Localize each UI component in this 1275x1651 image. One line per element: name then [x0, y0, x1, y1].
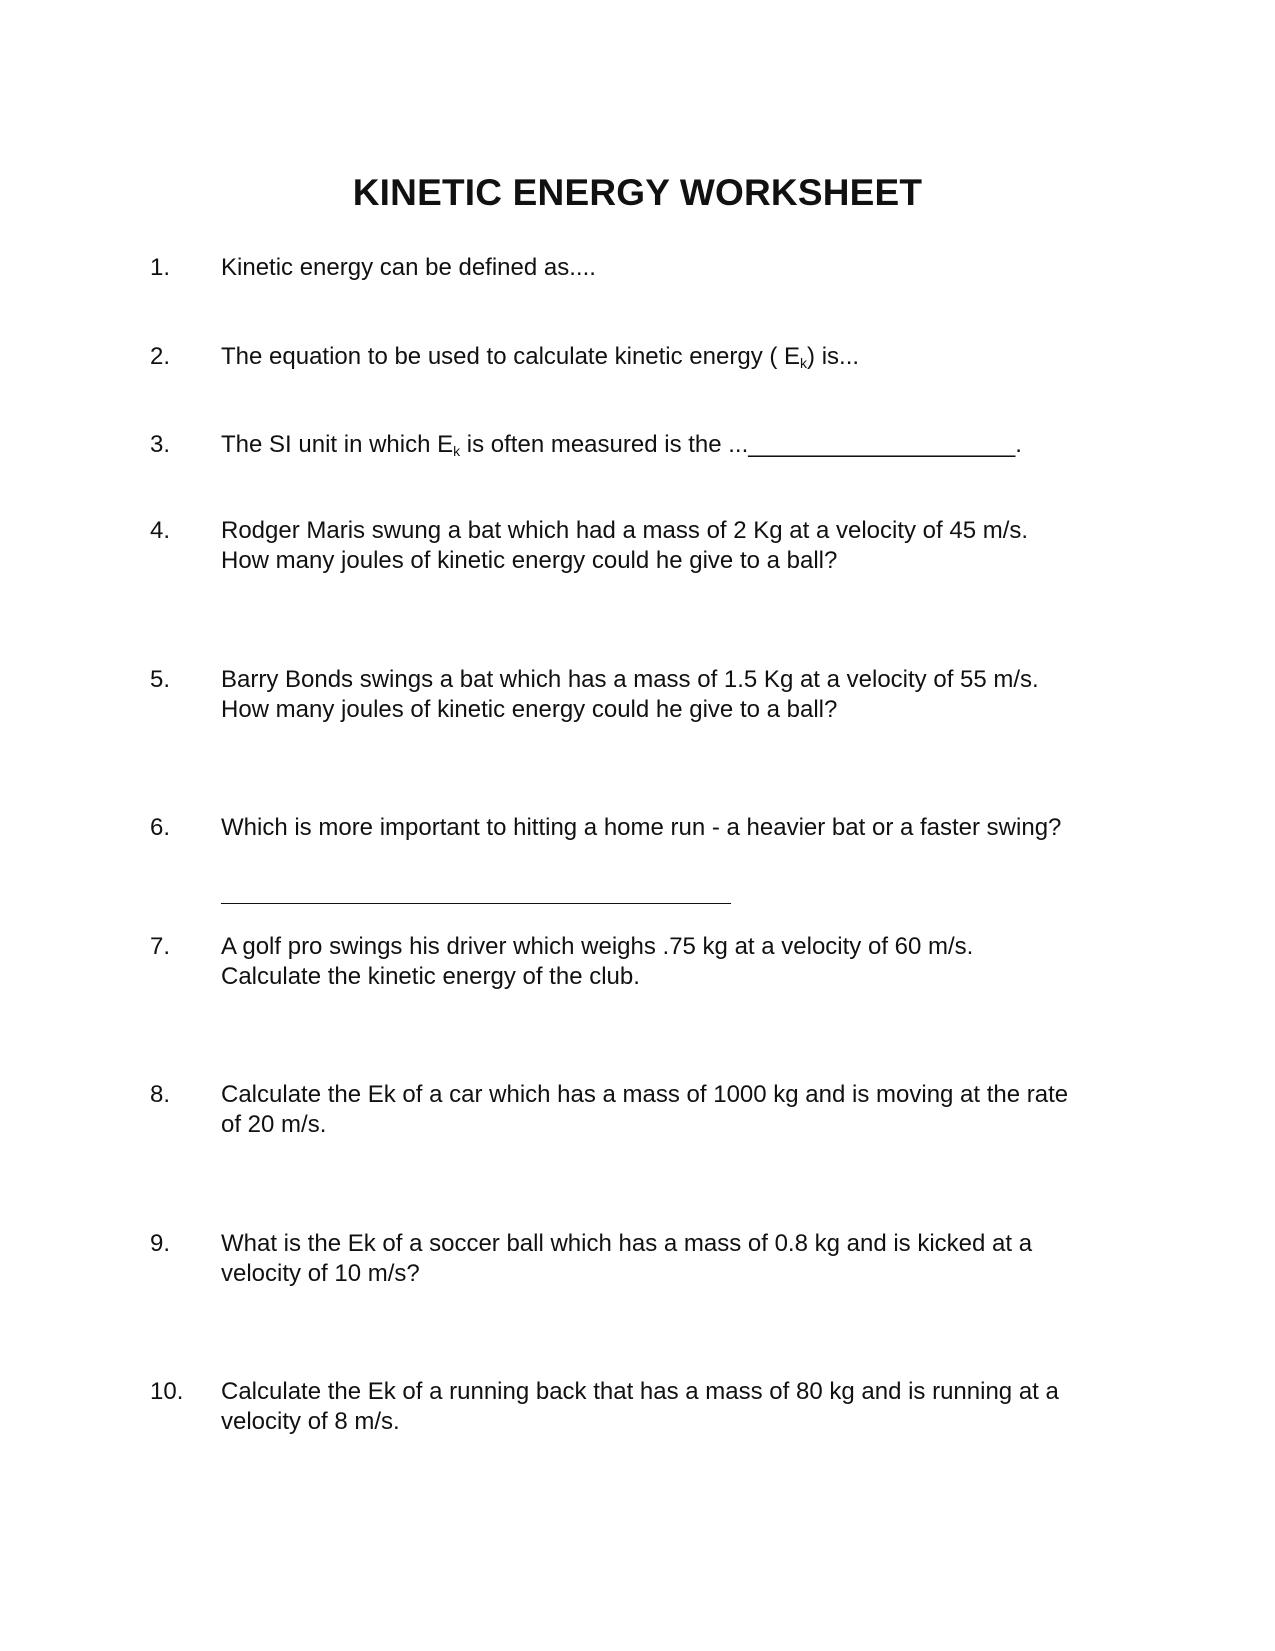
question-line: How many joules of kinetic energy could he give to a ball?	[221, 696, 838, 723]
question-number: 8.	[150, 1081, 171, 1108]
question-line: What is the Ek of a soccer ball which has a mass of 0.8 kg and is kicked at a	[221, 1230, 1033, 1257]
question-text	[221, 253, 1121, 283]
subscript-k: k	[453, 443, 461, 459]
question-text	[221, 1080, 1121, 1140]
question-line: Calculate the Ek of a running back that has a mass of 80 kg and is running at a	[221, 1378, 1059, 1405]
question-text	[221, 516, 1121, 576]
question-line: velocity of 8 m/s.	[221, 1408, 400, 1435]
subscript-k: k	[800, 355, 808, 371]
question-line: How many joules of kinetic energy could he give to a ball?	[221, 547, 838, 574]
question-number: 4.	[150, 517, 171, 544]
question-line: Calculate the Ek of a car which has a mass of 1000 kg and is moving at the rate	[221, 1081, 1069, 1108]
worksheet-title: KINETIC ENERGY WORKSHEET	[352, 172, 923, 213]
question-number: 9.	[150, 1230, 171, 1257]
answer-line	[221, 903, 731, 904]
question-text	[221, 665, 1121, 725]
question-text	[221, 932, 1121, 992]
question-number: 1.	[150, 254, 171, 281]
question-number: 3.	[150, 431, 171, 458]
question-number: 5.	[150, 666, 171, 693]
text-segment: ) is...	[807, 343, 860, 370]
question-line: velocity of 10 m/s?	[221, 1260, 420, 1287]
question-number: 10.	[150, 1378, 184, 1405]
text-segment: is often measured is the ...____________________.	[460, 431, 1022, 458]
question-line: A golf pro swings his driver which weighs .75 kg at a velocity of 60 m/s.	[221, 933, 974, 960]
text-segment: The equation to be used to calculate kinetic energy ( E	[221, 343, 801, 370]
question-line: of 20 m/s.	[221, 1111, 327, 1138]
question-line: Barry Bonds swings a bat which has a mass of 1.5 Kg at a velocity of 55 m/s.	[221, 666, 1039, 693]
question-line	[221, 342, 1121, 372]
text-segment: The SI unit in which E	[221, 431, 454, 458]
question-line: Which is more important to hitting a home run - a heavier bat or a faster swing?	[221, 814, 1062, 841]
question-text	[221, 813, 1121, 843]
question-line: Kinetic energy can be defined as....	[221, 254, 596, 281]
question-text	[221, 1229, 1121, 1289]
question-text	[221, 1377, 1121, 1437]
question-number: 7.	[150, 933, 171, 960]
question-line: Rodger Maris swung a bat which had a mass of 2 Kg at a velocity of 45 m/s.	[221, 517, 1029, 544]
question-text	[221, 430, 1121, 460]
question-text	[221, 342, 1121, 372]
question-number: 6.	[150, 814, 171, 841]
question-line	[221, 430, 1121, 460]
question-number: 2.	[150, 343, 171, 370]
question-line: Calculate the kinetic energy of the club.	[221, 963, 640, 990]
